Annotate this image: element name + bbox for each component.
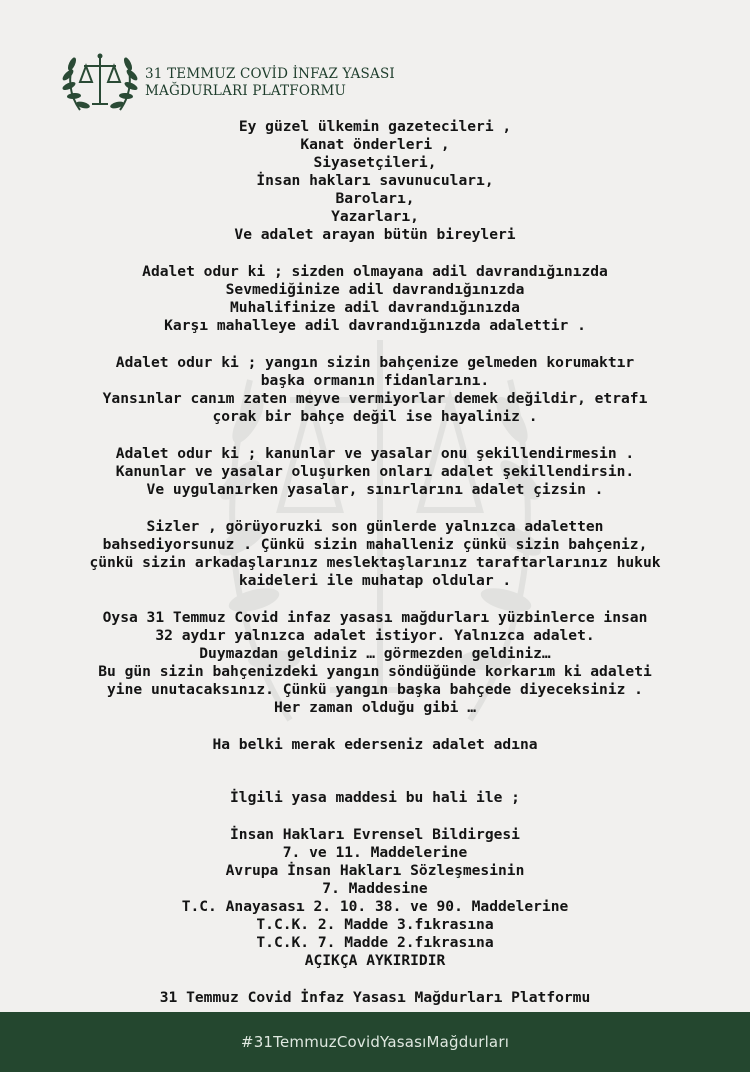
text-line: 7. ve 11. Maddelerine [282,844,468,861]
text-line: Duymazdan geldiniz … görmezden geldiniz… [199,645,551,662]
signature: 31 Temmuz Covid İnfaz Yasası Mağdurları Platformu [159,989,591,1006]
text-line: 7. Maddesine [322,880,428,897]
paragraph-law-articles [30,826,720,970]
text-line: Avrupa İnsan Hakları Sözleşmesinin [225,862,525,879]
text-line: Ha belki merak ederseniz adalet adına [212,736,538,753]
paragraph-justice-1 [30,263,720,335]
letter-body [30,118,720,1007]
text-line: Kanunlar ve yasalar oluşurken onları adalet şekillendirsin. [115,463,635,480]
text-line: çorak bir bahçe değil ise hayaliniz . [212,408,538,425]
text-line: Yazarları, [331,208,419,225]
text-line: Sizler , görüyoruzki son günlerde yalnızca adaletten [146,518,604,535]
org-name-line2: MAĞDURLARI PLATFORMU [145,83,347,99]
text-line: bahsediyorsunuz . Çünkü sizin mahalleniz çünkü sizin bahçeniz, [102,536,648,553]
text-line: İlgili yasa maddesi bu hali ile ; [230,789,520,806]
text-line: Adalet odur ki ; yangın sizin bahçenize gelmeden korumaktır [115,354,635,371]
text-line: Ve uygulanırken yasalar, sınırlarını adalet çizsin . [146,481,604,498]
paragraph-recent-days [30,518,720,590]
paragraph-address [30,118,720,244]
paragraph-justice-2 [30,354,720,426]
scales-of-justice-laurel-icon [58,44,142,118]
text-line: Oysa 31 Temmuz Covid infaz yasası mağdurları yüzbinlerce insan [102,609,648,626]
footer-bar [0,1012,750,1072]
text-line: T.C.K. 7. Madde 2.fıkrasına [256,934,494,951]
text-line: Siyasetçileri, [313,154,437,171]
text-line: İnsan hakları savunucuları, [256,172,494,189]
text-line: Her zaman olduğu gibi … [273,699,477,716]
text-line: T.C. Anayasası 2. 10. 38. ve 90. Maddelerine [181,898,569,915]
text-line: 32 aydır yalnızca adalet istiyor. Yalnızca adalet. [155,627,595,644]
text-line: Ey güzel ülkemin gazetecileri , [238,118,512,135]
text-line: Yansınlar canım zaten meyve vermiyorlar demek değildir, etrafı [102,390,648,407]
text-line: Karşı mahalleye adil davrandığınızda adalettir . [164,317,586,334]
text-line: Sevmediğinize adil davrandığınızda [225,281,525,298]
paragraph-justice-3 [30,445,720,499]
text-line: Bu gün sizin bahçenizdeki yangın söndüğünde korkarım ki adaleti [98,663,652,680]
paragraph-victims [30,609,720,717]
text-line: kaideleri ile muhatap oldular . [238,572,512,589]
text-line: Muhalifinize adil davrandığınızda [230,299,520,316]
text-line: Baroları, [335,190,415,207]
text-line: Adalet odur ki ; kanunlar ve yasalar onu şekillendirmesin . [115,445,635,462]
text-line: Adalet odur ki ; sizden olmayana adil davrandığınızda [142,263,608,280]
org-name [145,66,395,100]
footer-hashtag: #31TemmuzCovidYasasıMağdurları [240,1033,510,1051]
text-line: başka ormanın fidanlarını. [260,372,490,389]
text-line: Ve adalet arayan bütün bireyleri [234,226,516,243]
paragraph-curiosity [30,736,720,754]
text-line: yine unutacaksınız. Çünkü yangın başka bahçede diyeceksiniz . [107,681,643,698]
text-line: Kanat önderleri , [300,136,450,153]
org-name-line1: 31 TEMMUZ COVİD İNFAZ YASASI [145,66,395,82]
text-line: İnsan Hakları Evrensel Bildirgesi [230,826,520,843]
paragraph-law-intro [30,789,720,807]
text-line: T.C.K. 2. Madde 3.fıkrasına [256,916,494,933]
text-line: AÇIKÇA AYKIRIDIR [304,952,446,969]
text-line: çünkü sizin arkadaşlarınız meslektaşlarınız taraftarlarınız hukuk [89,554,661,571]
